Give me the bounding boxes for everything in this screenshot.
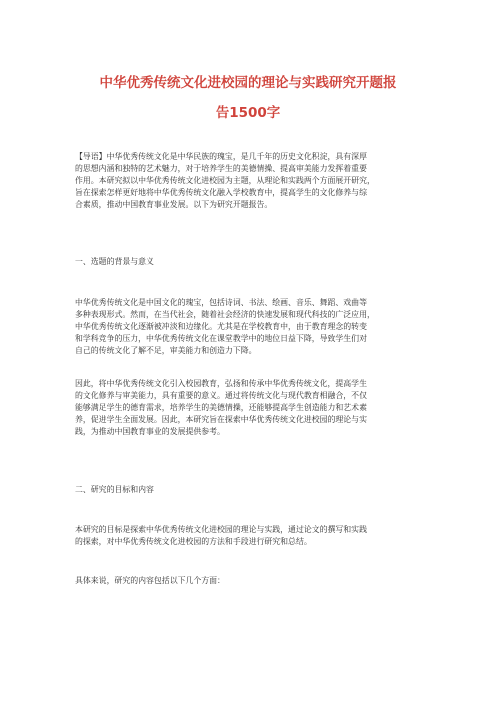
section-1-heading: 一、选题的背景与意义	[75, 257, 154, 266]
section-1-para-2-line: 能够满足学生的德育需求，培养学生的美德情操，还能够提高学生创造能力和艺术素	[75, 403, 367, 412]
section-1-para-2-line: 因此，将中华优秀传统文化引入校园教育，弘扬和传承中华优秀传统文化，提高学生	[75, 379, 367, 388]
section-1-para-1-line: 自己的传统文化了解不足，审美能力和创造力下降。	[75, 346, 257, 355]
document-title-line-2: 告1500字	[215, 105, 281, 121]
section-1-para-2-line: 践，为推动中国教育事业的发展提供参考。	[75, 427, 225, 436]
section-1-para-1-line: 中华优秀传统文化逐渐被冲淡和边缘化。尤其是在学校教育中，由于教育理念的转变	[75, 322, 367, 331]
section-2-heading: 二、研究的目标和内容	[75, 485, 154, 494]
section-2-para-1-line: 的探索，对中华优秀传统文化进校园的方法和手段进行研究和总结。	[75, 537, 312, 546]
intro-line: 【导语】中华优秀传统文化是中华民族的瑰宝，是几千年的历史文化积淀，具有深厚	[75, 152, 367, 161]
section-1-para-1-line: 中华优秀传统文化是中国文化的瑰宝，包括诗词、书法、绘画、音乐、舞蹈、戏曲等	[75, 298, 367, 307]
section-1-para-2-line: 养，促进学生全面发展。因此，本研究旨在探索中华优秀传统文化进校园的理论与实	[75, 415, 367, 424]
section-1-para-1-line: 多种表现形式。然而，在当代社会，随着社会经济的快速发展和现代科技的广泛应用，	[75, 310, 375, 319]
intro-line: 旨在探索怎样更好地将中华优秀传统文化融入学校教育中，提高学生的文化修养与综	[75, 188, 367, 197]
section-1-para-1-line: 和学科竞争的压力，中华优秀传统文化在课堂教学中的地位日益下降，导致学生们对	[75, 334, 367, 343]
section-1-para-2-line: 的文化修养与审美能力，具有重要的意义。通过将传统文化与现代教育相融合，不仅	[75, 391, 367, 400]
intro-line: 合素质，推动中国教育事业发展。以下为研究开题报告。	[75, 200, 273, 209]
intro-line: 的思想内涵和独特的艺术魅力，对于培养学生的美德情操、提高审美能力发挥着重要	[75, 164, 367, 173]
intro-line: 作用。本研究拟以中华优秀传统文化进校园为主题，从理论和实践两个方面展开研究，	[75, 176, 375, 185]
section-2-para-1-line: 本研究的目标是探索中华优秀传统文化进校园的理论与实践，通过论文的撰写和实践	[75, 525, 367, 534]
section-2-para-2-line: 具体来说，研究的内容包括以下几个方面：	[75, 576, 225, 585]
document-title-line-1: 中华优秀传统文化进校园的理论与实践研究开题报	[99, 75, 397, 91]
